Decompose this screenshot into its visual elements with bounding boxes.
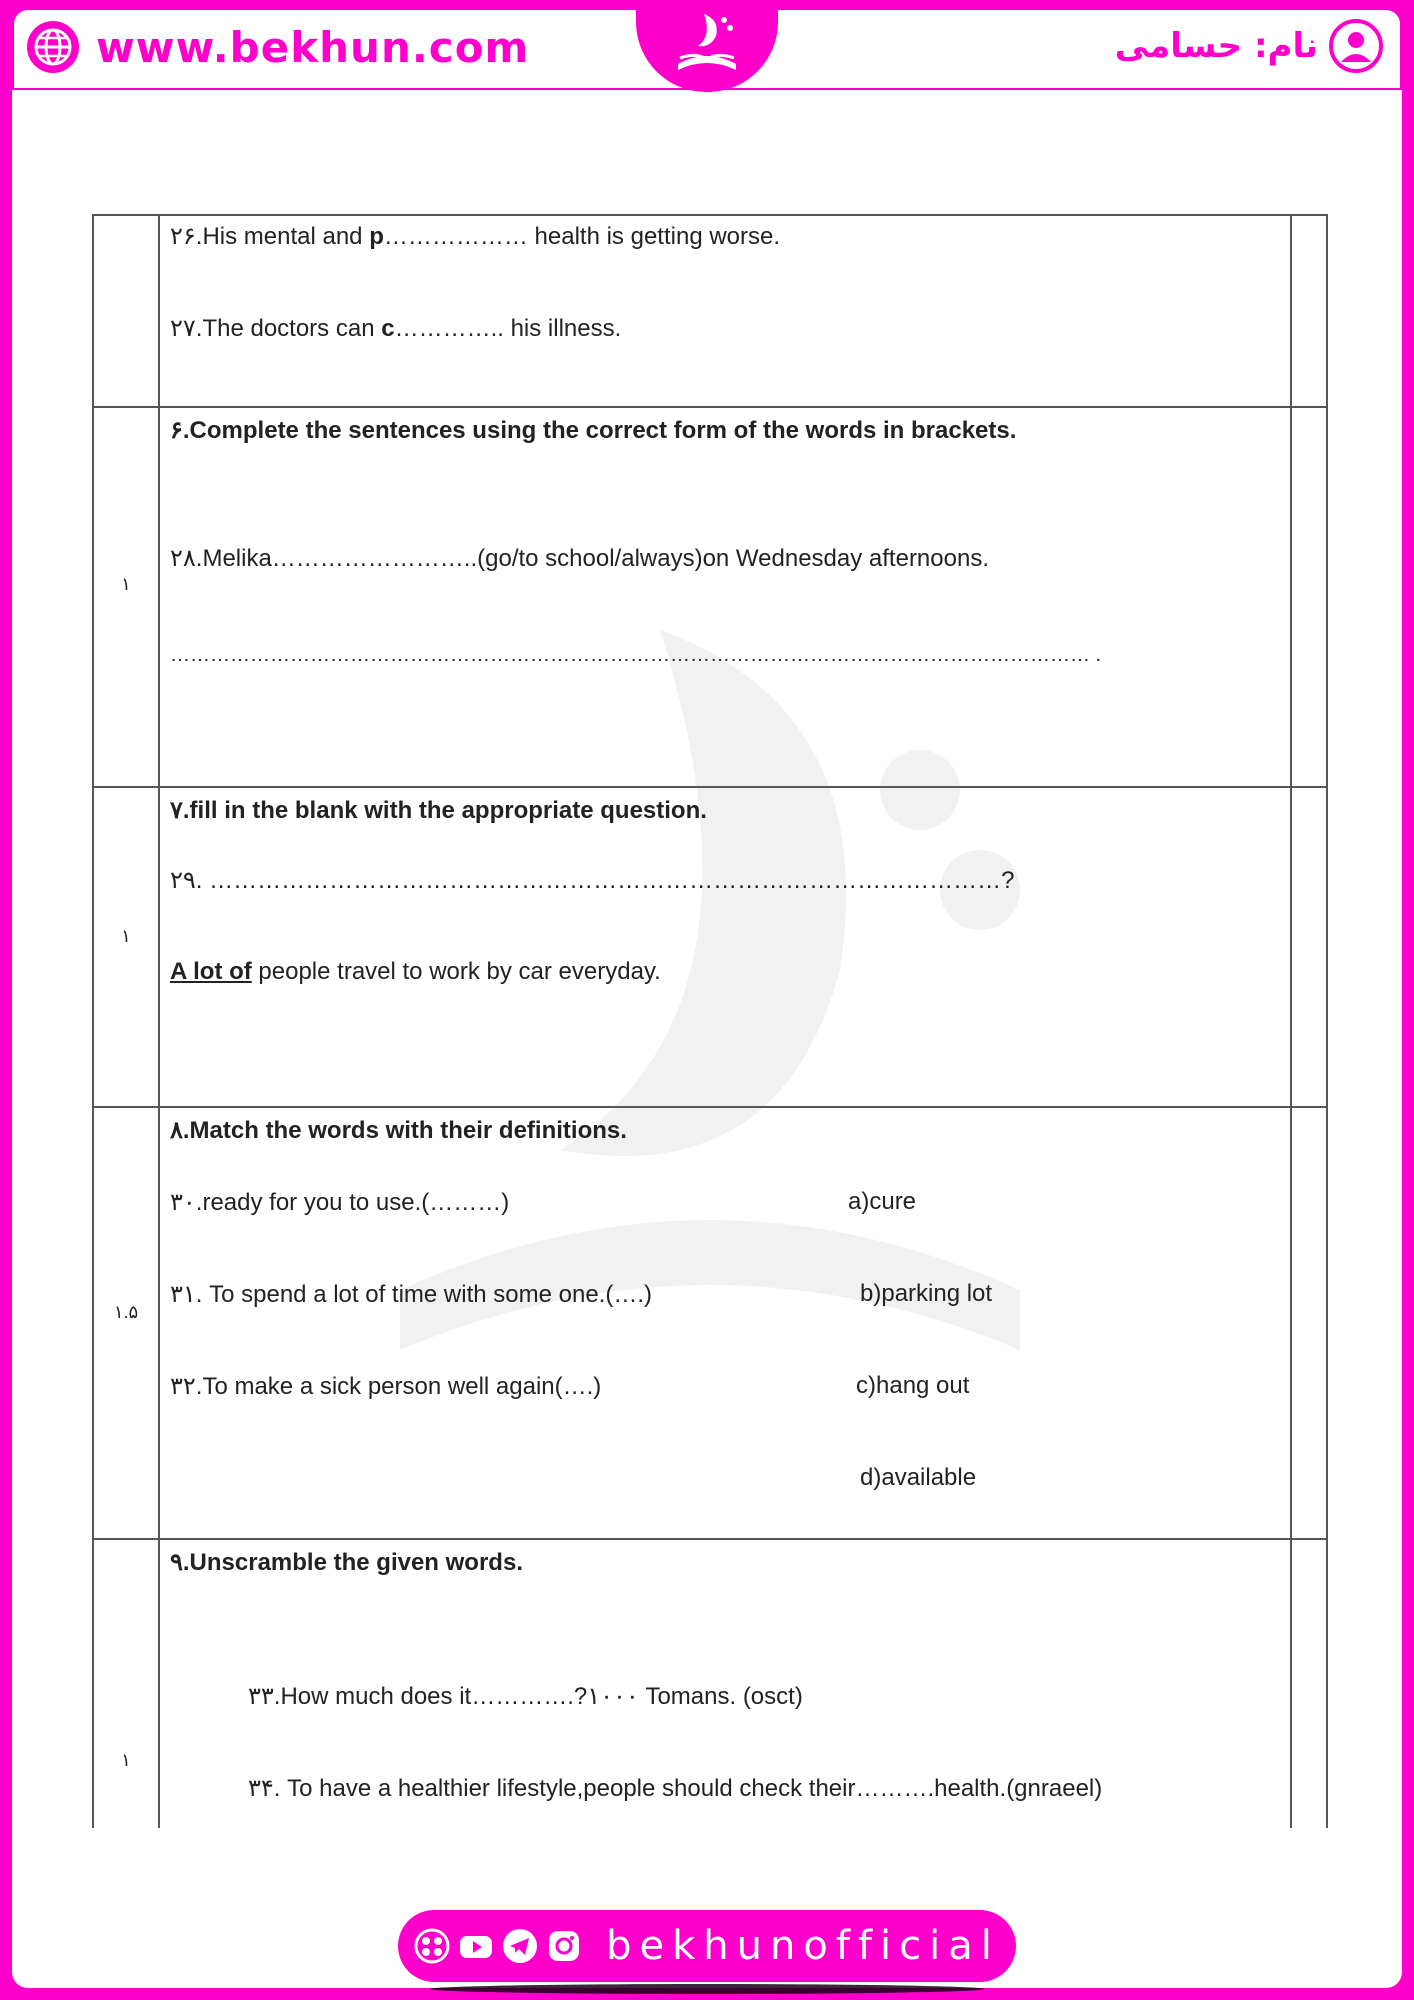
answer-underlined: A lot of: [170, 958, 252, 985]
section-9-heading: ۹.Unscramble the given words.: [170, 1549, 523, 1576]
section-8-heading: ۸.Match the words with their definitions.: [170, 1117, 627, 1144]
social-footer[interactable]: [398, 1910, 1016, 1982]
row-score: ۱: [121, 1750, 131, 1770]
name-label: نام: حسامی: [1114, 26, 1318, 66]
telegram-icon[interactable]: [502, 1928, 538, 1964]
row-score: ۱: [121, 926, 131, 946]
table-row: [94, 788, 1326, 1108]
user-icon: [1328, 18, 1384, 74]
option-d: d)available: [860, 1464, 977, 1491]
section-6-heading: ۶.Complete the sentences using the correct form of the words in brackets.: [170, 417, 1017, 444]
answer-line: ………………………………………………………………………………………………………………………… .: [170, 644, 1102, 666]
globe-icon: [26, 20, 80, 74]
social-icons: [414, 1928, 590, 1964]
site-url-text: www.bekhun.com: [96, 22, 530, 72]
table-row: [94, 216, 1326, 408]
table-row: [94, 1540, 1326, 1828]
footer-shadow: [430, 1984, 984, 1994]
aparat-icon[interactable]: [414, 1928, 450, 1964]
definition-31: ۳۱. To spend a lot of time with some one.(….): [170, 1281, 652, 1308]
student-name: [1115, 18, 1384, 74]
option-a: a)cure: [848, 1188, 917, 1215]
row-score: ۱: [121, 574, 131, 594]
question-27: ۲۷.The doctors can c………….. his illness.: [170, 315, 622, 342]
table-row: [94, 408, 1326, 788]
question-28: ۲۸.Melika……………………..(go/to school/always)on Wednesday afternoons.: [170, 545, 989, 572]
answer-sentence: A lot of people travel to work by car everyday.: [170, 958, 661, 985]
table-row: [94, 1108, 1326, 1540]
instagram-icon[interactable]: [546, 1928, 582, 1964]
question-33: ۳۳.How much does it………….?۱۰۰۰ Tomans. (osct): [248, 1683, 803, 1710]
option-b: b)parking lot: [860, 1280, 993, 1307]
row-score: ۱.۵: [113, 1302, 139, 1322]
option-c: c)hang out: [856, 1372, 970, 1399]
question-29: ۲۹. ………………………………………………………………………………………?: [170, 867, 1015, 894]
question-26: ۲۶.His mental and p……………… health is getting worse.: [170, 223, 781, 250]
social-handle: bekhunofficial: [606, 1923, 1000, 1969]
header-bar: [0, 0, 1414, 90]
definition-32: ۳۲.To make a sick person well again(….): [170, 1373, 602, 1400]
definition-30: ۳۰.ready for you to use.(………): [170, 1189, 510, 1216]
book-logo-icon: [658, 6, 756, 86]
section-7-heading: ۷.fill in the blank with the appropriate question.: [170, 797, 707, 824]
exam-table: [92, 214, 1328, 1828]
youtube-icon[interactable]: [458, 1928, 494, 1964]
site-url[interactable]: [26, 20, 529, 74]
question-34: ۳۴. To have a healthier lifestyle,people should check their……….health.(gnraeel): [248, 1775, 1103, 1802]
